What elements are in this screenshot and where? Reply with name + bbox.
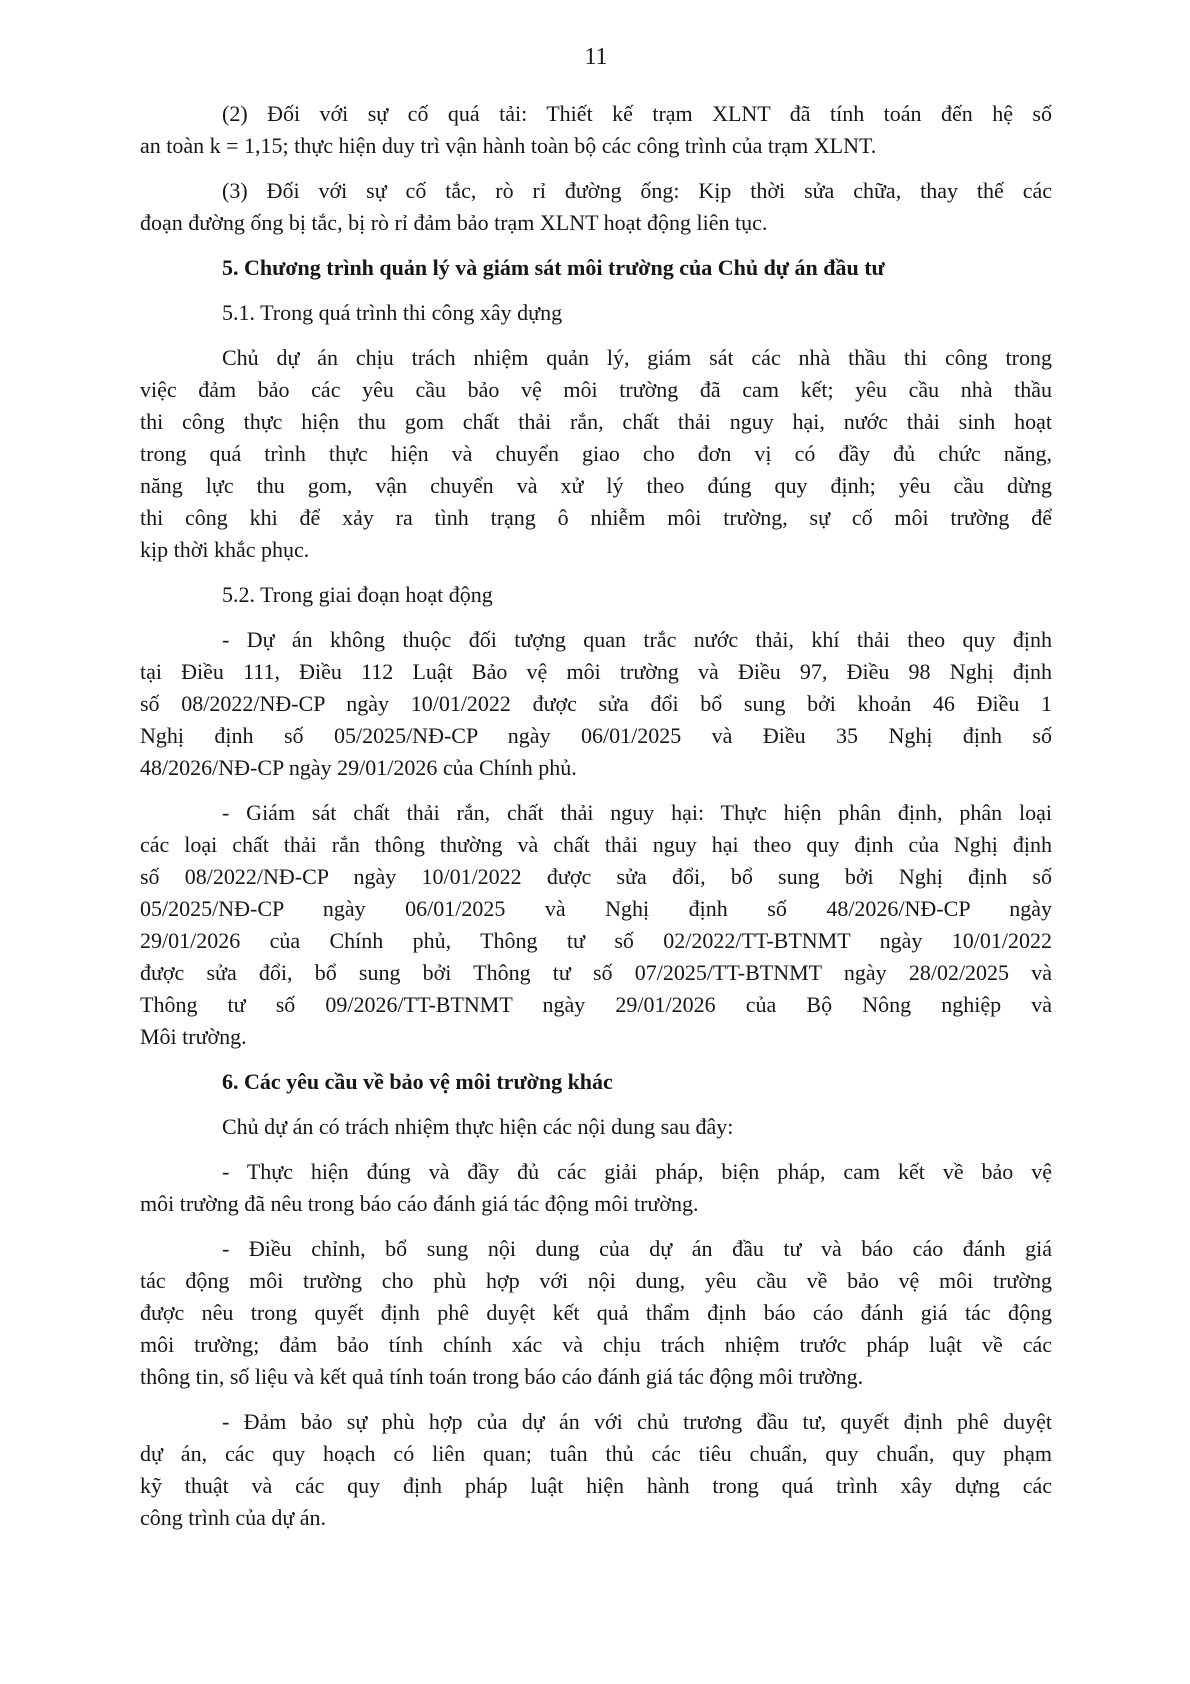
page-number: 11 [584,44,608,70]
text-line: việc đảm bảo các yêu cầu bảo vệ môi trường đã cam kết; yêu cầu nhà thầu [140,377,1052,402]
text-line: - Đảm bảo sự phù hợp của dự án với chủ trương đầu tư, quyết định phê duyệt [222,1409,1052,1434]
text-line: - Thực hiện đúng và đầy đủ các giải pháp, biện pháp, cam kết về bảo vệ [222,1159,1052,1184]
text-line: các loại chất thải rắn thông thường và chất thải nguy hại theo quy định của Nghị định [140,832,1052,857]
heading-section-6 [140,1066,1052,1098]
para-su-co-tac-ro-ri [140,175,1052,239]
text-line: tại Điều 111, Điều 112 Luật Bảo vệ môi trường và Điều 97, Điều 98 Nghị định [140,659,1052,684]
text-line: Thông tư số 09/2026/TT-BTNMT ngày 29/01/2026 của Bộ Nông nghiệp và [140,992,1052,1017]
text-line: 29/01/2026 của Chính phủ, Thông tư số 02/2022/TT-BTNMT ngày 10/01/2022 [140,928,1052,953]
text-line: tác động môi trường cho phù hợp với nội dung, yêu cầu về bảo vệ môi trường [140,1268,1052,1293]
text-line: số 08/2022/NĐ-CP ngày 10/01/2022 được sửa đổi bổ sung bởi khoản 46 Điều 1 [140,691,1052,716]
text-line: được sửa đổi, bổ sung bởi Thông tư số 07/2025/TT-BTNMT ngày 28/02/2025 và [140,960,1052,985]
text-line: trong quá trình thực hiện và chuyển giao cho đơn vị có đầy đủ chức năng, [140,441,1052,466]
text-line: - Điều chỉnh, bổ sung nội dung của dự án đầu tư và báo cáo đánh giá [222,1236,1052,1261]
subheading-5-1 [140,297,1052,329]
text-line: kỹ thuật và các quy định pháp luật hiện hành trong quá trình xây dựng các [140,1473,1052,1498]
text-line: được nêu trong quyết định phê duyệt kết quả thẩm định báo cáo đánh giá tác động [140,1300,1052,1325]
text-line: - Giám sát chất thải rắn, chất thải nguy hại: Thực hiện phân định, phân loại [222,800,1052,825]
text-line: năng lực thu gom, vận chuyển và xử lý theo đúng quy định; yêu cầu dừng [140,473,1052,498]
text-line: môi trường; đảm bảo tính chính xác và chịu trách nhiệm trước pháp luật về các [140,1332,1052,1357]
text-line: 48/2026/NĐ-CP ngày 29/01/2026 của Chính phủ. [140,755,577,780]
para-dam-bao-phu-hop [140,1406,1052,1534]
heading-text: 5. Chương trình quản lý và giám sát môi trường của Chủ dự án đầu tư [222,255,885,280]
text-line: Chủ dự án có trách nhiệm thực hiện các nội dung sau đây: [222,1114,734,1139]
text-line: môi trường đã nêu trong báo cáo đánh giá tác động môi trường. [140,1191,699,1216]
subheading-text: 5.1. Trong quá trình thi công xây dựng [222,300,563,325]
subheading-5-2 [140,579,1052,611]
text-line: (3) Đối với sự cố tắc, rò rỉ đường ống: Kịp thời sửa chữa, thay thế các [222,178,1052,203]
para-su-co-qua-tai [140,98,1052,162]
para-quan-trac [140,624,1052,784]
text-line: kịp thời khắc phục. [140,537,310,562]
text-line: - Dự án không thuộc đối tượng quan trắc nước thải, khí thải theo quy định [222,627,1052,652]
text-line: Môi trường. [140,1024,247,1049]
text-line: thi công khi để xảy ra tình trạng ô nhiễm môi trường, sự cố môi trường để [140,505,1052,530]
para-giam-sat-chat-thai [140,797,1052,1053]
para-trach-nhiem [140,1111,1052,1143]
text-line: dự án, các quy hoạch có liên quan; tuân thủ các tiêu chuẩn, quy chuẩn, quy phạm [140,1441,1052,1466]
para-thi-cong-xay-dung [140,342,1052,566]
text-line: an toàn k = 1,15; thực hiện duy trì vận hành toàn bộ các công trình của trạm XLNT. [140,133,877,158]
heading-text: 6. Các yêu cầu về bảo vệ môi trường khác [222,1069,613,1094]
text-line: đoạn đường ống bị tắc, bị rò rỉ đảm bảo trạm XLNT hoạt động liên tục. [140,210,768,235]
text-line: 05/2025/NĐ-CP ngày 06/01/2025 và Nghị định số 48/2026/NĐ-CP ngày [140,896,1052,921]
text-line: thi công thực hiện thu gom chất thải rắn, chất thải nguy hại, nước thải sinh hoạt [140,409,1052,434]
text-line: công trình của dự án. [140,1505,327,1530]
text-line: (2) Đối với sự cố quá tải: Thiết kế trạm XLNT đã tính toán đến hệ số [222,101,1052,126]
text-line: Nghị định số 05/2025/NĐ-CP ngày 06/01/2025 và Điều 35 Nghị định số [140,723,1052,748]
text-line: thông tin, số liệu và kết quả tính toán trong báo cáo đánh giá tác động môi trường. [140,1364,864,1389]
text-line: số 08/2022/NĐ-CP ngày 10/01/2022 được sửa đổi, bổ sung bởi Nghị định số [140,864,1052,889]
para-dieu-chinh-bo-sung [140,1233,1052,1393]
text-line: Chủ dự án chịu trách nhiệm quản lý, giám sát các nhà thầu thi công trong [222,345,1052,370]
heading-section-5 [140,252,1052,284]
subheading-text: 5.2. Trong giai đoạn hoạt động [222,582,493,607]
para-thuc-hien-cam-ket [140,1156,1052,1220]
